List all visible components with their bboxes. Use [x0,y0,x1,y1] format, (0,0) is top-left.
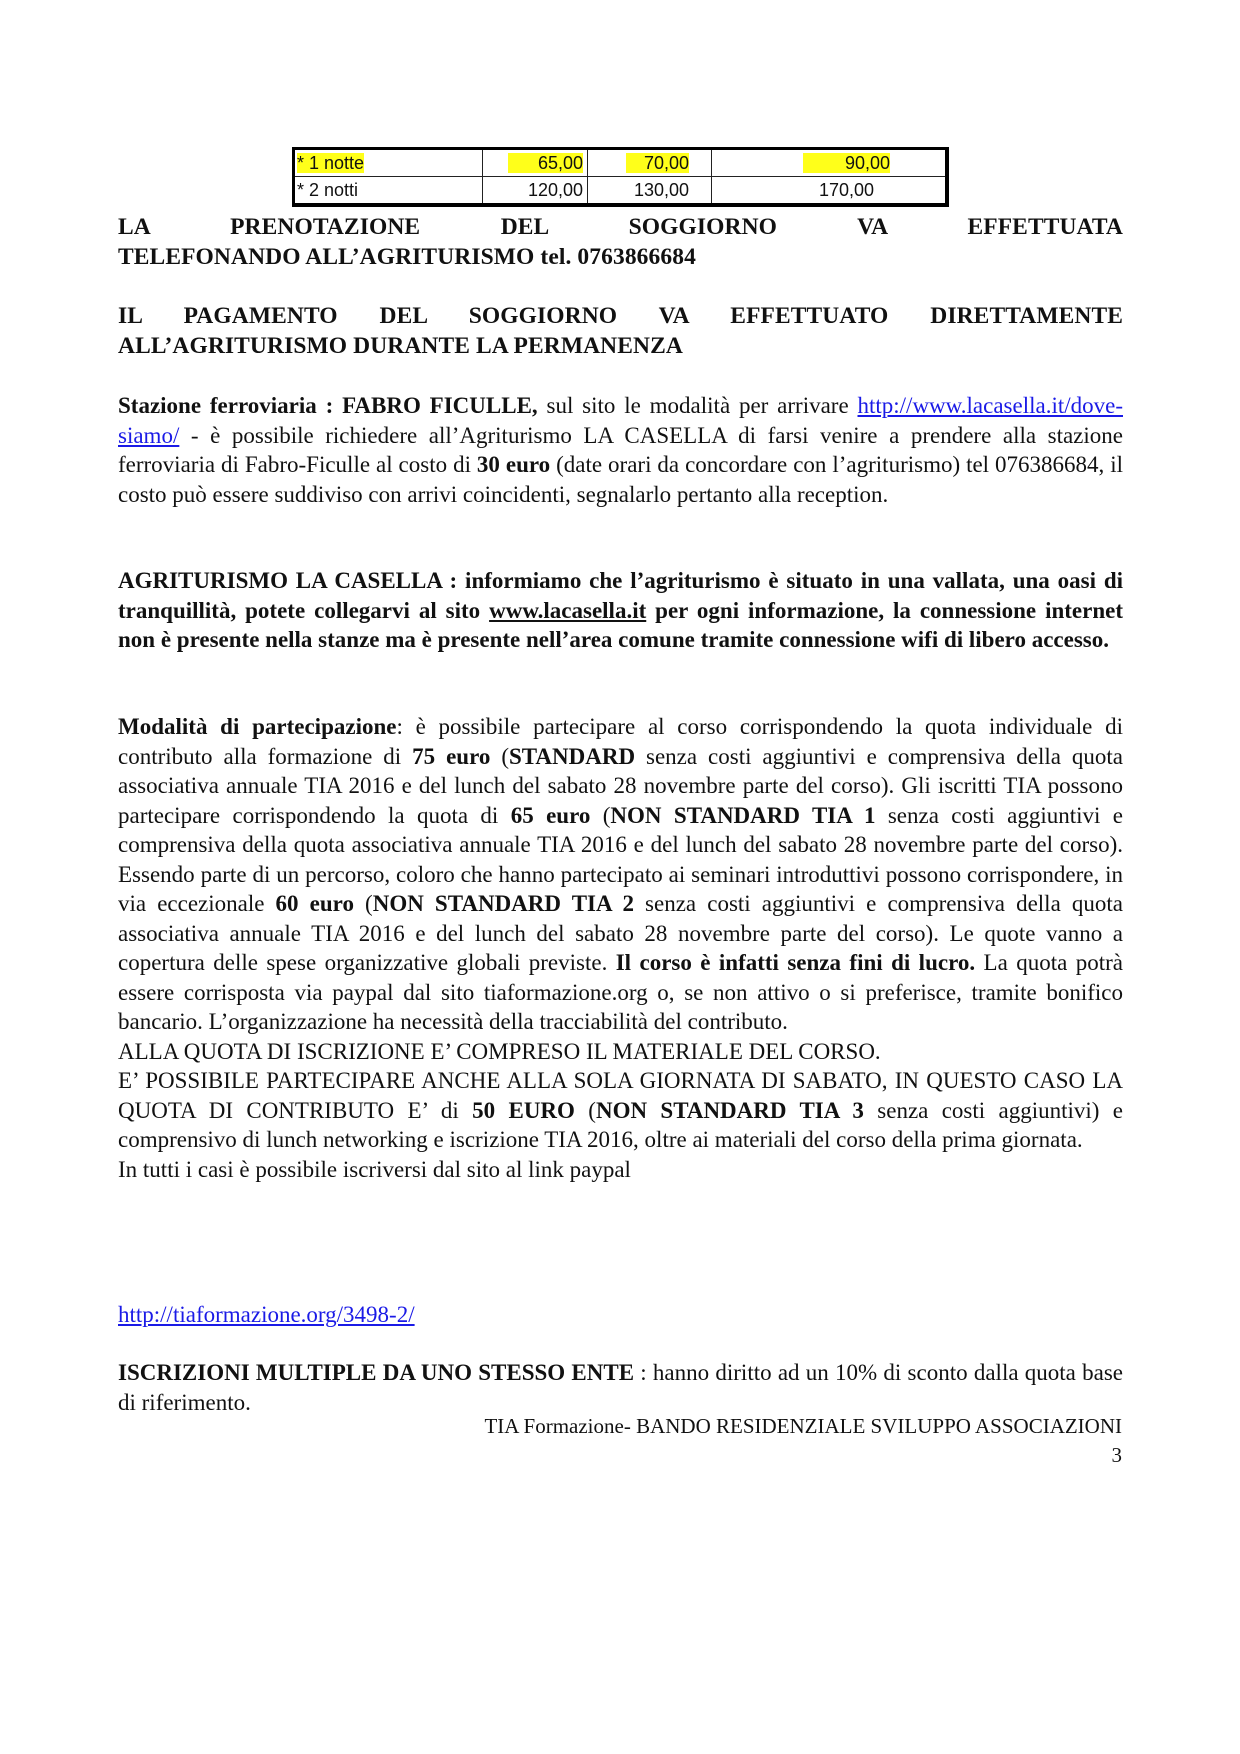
booking-line-1: LA PRENOTAZIONE DEL SOGGIORNO VA EFFETTUATA [118,214,1123,240]
footer-title: TIA Formazione- BANDO RESIDENZIALE SVILUPPO ASSOCIAZIONI [484,1414,1122,1438]
price-cell: 130,00 [588,177,712,206]
directions-link[interactable]: http://www.lacasella.it/dove-siamo/ [118,393,1123,448]
payment-line-2: ALL’AGRITURISMO DURANTE LA PERMANENZA [118,332,683,359]
price-table [292,147,949,207]
booking-notice [118,213,1123,272]
non-profit-note: Il corso è infatti senza fini di lucro. [615,950,976,975]
payment-line-1: IL PAGAMENTO DEL SOGGIORNO VA EFFETTUATO DIRETTAMENTE [118,303,1123,329]
table-row [294,177,948,206]
row-label: * 2 notti [294,177,483,206]
paypal-link-block [118,1300,1123,1330]
multiple-label: ISCRIZIONI MULTIPLE DA UNO STESSO ENTE [118,1360,635,1385]
paypal-note: In tutti i casi è possibile iscriversi dal sito al link paypal [118,1156,631,1182]
tia1-price: 65 euro [510,802,591,828]
price-cell: 90,00 [803,153,890,173]
tia2-price: 60 euro [275,891,354,916]
price-cell: 65,00 [508,153,583,173]
price-cell: 120,00 [483,177,588,206]
standard-price: 75 euro [412,743,491,769]
page-footer [484,1412,1122,1470]
material-note: ALLA QUOTA DI ISCRIZIONE E’ COMPRESO IL MATERIALE DEL CORSO. [118,1038,881,1064]
price-cell: 70,00 [626,153,689,173]
booking-line-2: TELEFONANDO ALL’AGRITURISMO tel. 0763866684 [118,243,696,270]
tia3-price: 50 EURO [472,1097,575,1123]
agriturismo-website-link[interactable]: www.lacasella.it [489,597,647,623]
participation-paragraph: Modalità di partecipazione: è possibile partecipare al corso corrispondendo la quota individuale di contributo alla formazione di 75 euro (STANDARD senza costi aggiuntivi e comprensiva della quota associativa annuale TIA 2016 e del lunch del sabato 28 novembre parte del corso). Gli iscritti TIA possono partecipare corrispondendo la quota di 65 euro (NON STANDARD TIA 1 senza costi aggiuntivi e comprensiva della quota associativa annuale TIA 2016 e del lunch del sabato 28 novembre parte del corso). Essendo parte di un percorso, coloro che hanno partecipato ai seminari introduttivi possono corrispondere, in via eccezionale 60 euro (NON STANDARD TIA 2 senza costi aggiuntivi e comprensiva della quota associativa annuale TIA 2016 e del lunch del sabato 28 novembre parte del corso). Le quote vanno a copertura delle spese organizzative globali previste. Il corso è infatti senza fini di lucro. La quota potrà essere corrisposta via paypal dal sito tiaformazione.org o, se non attivo o si preferisce, tramite bonifico bancario. L’organizzazione ha necessità della tracciabilità del contributo. ALLA QUOTA DI ISCRIZIONE E’ COMPRESO IL MATERIALE DEL CORSO. E’ POSSIBILE PARTECIPARE ANCHE ALLA SOLA GIORNATA DI SABATO, IN QUESTO CASO LA QUOTA DI CONTRIBUTO E’ di 50 EURO (NON STANDARD TIA 3 senza costi aggiuntivi) e comprensivo di lunch networking e iscrizione TIA 2016, oltre ai materiali del corso della prima giornata. In tutti i casi è possibile iscriversi dal sito al link paypal [118,712,1123,1184]
station-name: FABRO FICULLE, [342,393,538,418]
transfer-cost: 30 euro [476,452,551,477]
paypal-link[interactable]: http://tiaformazione.org/3498-2/ [118,1302,415,1327]
row-label: * 1 notte [297,153,365,173]
station-label: Stazione ferroviaria : [118,393,343,418]
payment-notice [118,302,1123,361]
price-cell: 170,00 [712,177,948,206]
page-number: 3 [1111,1443,1122,1467]
participation-label: Modalità di partecipazione [118,714,397,739]
agriturismo-paragraph: AGRITURISMO LA CASELLA : informiamo che l’agriturismo è situato in una vallata, una oasi di tranquillità, potete collegarvi al sito www.lacasella.it per ogni informazione, la connessione internet non è presente nella stanze ma è presente nell’area comune tramite connessione wifi di libero accesso. [118,568,1123,652]
multiple-registrations: ISCRIZIONI MULTIPLE DA UNO STESSO ENTE : hanno diritto ad un 10% di sconto dalla quota base di riferimento. [118,1360,1123,1415]
station-paragraph: Stazione ferroviaria : FABRO FICULLE, sul sito le modalità per arrivare http://www.lacasella.it/dove-siamo/ - è possibile richiedere all’Agriturismo LA CASELLA di farsi venire a prendere alla stazione ferroviaria di Fabro-Ficulle al costo di 30 euro (date orari da concordare con l’agriturismo) tel 076386684, il costo può essere suddiviso con arrivi coincidenti, segnalarlo pertanto alla reception. [118,393,1124,507]
table-row [294,149,948,177]
